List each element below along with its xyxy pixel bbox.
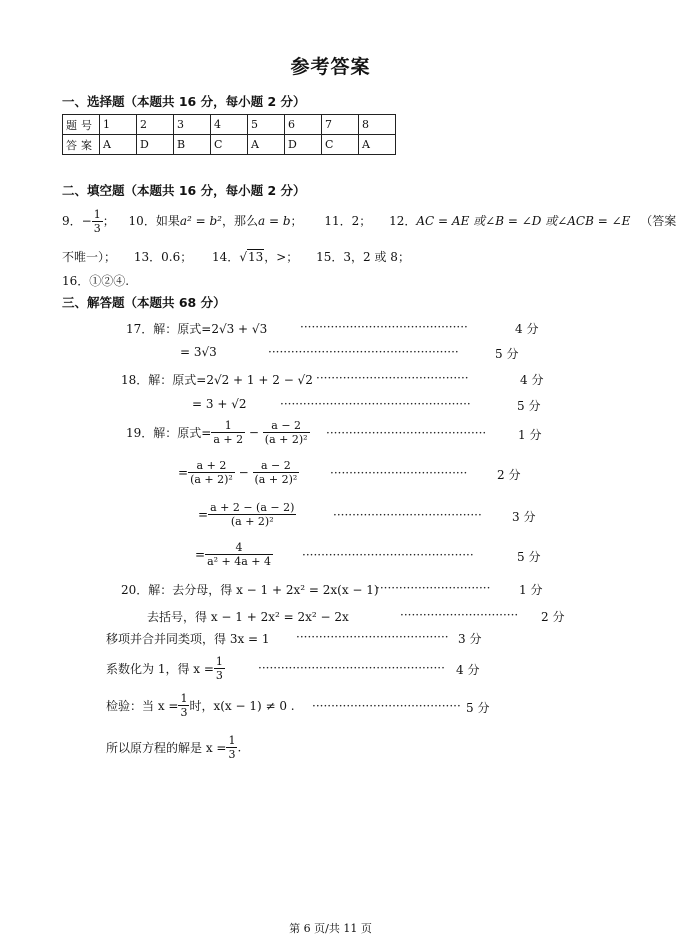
numerator: a − 2 [263,419,310,433]
table-cell: C [211,135,248,155]
q20-line-2: 去括号，得 x − 1 + 2x² = 2x² − 2x [147,610,349,624]
table-cell: 6 [285,115,322,135]
fill-line-1 [62,208,676,235]
q19-fraction-2 [263,419,310,446]
q18-score-2: 5 分 [517,399,541,413]
dot-leader: ·················································· [280,397,471,411]
q20-line-6-label: 所以原方程的解是 x = [106,741,227,755]
q20-fraction-5 [178,692,189,719]
q14-label: 14． [212,250,240,264]
q19-fraction-5 [208,501,296,528]
q20-line-6 [106,734,241,761]
table-cell: 8 [359,115,396,135]
denominator: a² + 4a + 4 [207,555,272,568]
q9-label: 9． [62,214,82,228]
table-cell: B [174,135,211,155]
table-cell: D [285,135,322,155]
fill-line-2: 不唯一）； 13．0.6； 14．√13，>； 15．3，2 或 8； [62,250,410,264]
numerator: 1 [228,734,236,747]
q20-fraction-6 [226,734,237,761]
table-row-answers [63,135,396,155]
q19-line-3: = $\frac{a + 2 - (a - 2)}{\text{(a + 2)²}}$ [198,501,295,528]
q19-score-3: 3 分 [512,510,536,524]
denominator: (a + 2)² [190,473,233,486]
q19-score-2: 2 分 [497,468,521,482]
table-cell: 4 [211,115,248,135]
q20-score-4: 4 分 [456,663,480,677]
table-cell: C [322,135,359,155]
denominator: (a + 2)² [254,473,298,486]
q20-score-5: 5 分 [466,701,490,715]
q10-expr2: a = b [257,214,291,228]
numerator: a − 2 [253,459,300,473]
q19-fraction-3 [188,459,235,486]
table-cell: 7 [322,115,359,135]
q20-score-1: 1 分 [519,583,543,597]
dot-leader: ·················································· [268,345,459,359]
q16-answer: 16．①②④. [62,274,130,288]
q19-fraction-1 [211,419,245,446]
dot-leader: ········································ [296,630,449,644]
numerator: a + 2 [188,459,235,473]
q17-score-2: 5 分 [495,347,519,361]
q15-answer: 15．3，2 或 8； [316,250,410,264]
q9-sign: − [81,214,92,228]
table-cell: 5 [248,115,285,135]
q19-label: 19．解：原式= [126,426,212,440]
q18-score-1: 4 分 [520,373,544,387]
numerator: 1 [215,655,223,668]
q10-label: 10．如果 [128,214,180,228]
dot-leader: ······································· [312,699,461,713]
dot-leader: ······························· [400,608,519,622]
denominator: 3 [215,669,223,682]
q13-answer: 13．0.6； [133,250,193,264]
table-cell: 1 [100,115,137,135]
q9-denominator: 3 [93,222,101,235]
q9-end: ； [102,214,115,228]
q20-line-5 [106,692,295,719]
table-cell: 2 [137,115,174,135]
table-cell: A [248,135,285,155]
q12-note: （答案 [640,214,676,228]
dot-leader: ········································ [316,371,469,385]
q17-line-1: 17．解：原式=2√3 + √3 [126,322,268,336]
q19-fraction-6 [205,541,273,568]
q20-line-5-label: 检验：当 x = [106,699,179,713]
table-cell: A [359,135,396,155]
dot-leader: ······································· [333,508,482,522]
q20-line-6-end: . [237,740,242,755]
numerator: 4 [205,541,273,555]
q20-score-3: 3 分 [458,632,482,646]
section-heading-choice: 一、选择题（本题共 16 分，每小题 2 分） [62,94,306,109]
q10-end: ； [290,214,303,228]
dot-leader: ············································ [300,320,468,334]
q20-score-2: 2 分 [541,610,565,624]
table-row-questions [63,115,396,135]
q9-numerator: 1 [93,208,101,221]
q20-fraction-4 [214,655,225,682]
dot-leader: ···································· [330,466,468,480]
row-label-question: 题号 [63,115,100,135]
q10-expr: a² = b² [179,214,222,228]
dot-leader: ················································· [258,661,445,675]
q19-line-4: = $\frac{4}{\text{a² + 4a + 4}}$ [195,541,272,568]
q19-fraction-4 [253,459,300,486]
denominator: (a + 2)² [230,515,274,528]
q18-line-1: 18．解：原式=2√2 + 1 + 2 − √2 [121,373,313,387]
q20-line-4 [106,655,225,682]
q19-line-2: = $\frac{a + 2}{\text{(a + 2)²}}$ − $\frac{a - 2}{\text{(a + 2)²}}$ [178,459,298,486]
q18-line-2: = 3 + √2 [192,397,247,411]
q11-answer: 11．2； [324,214,372,228]
denominator: a + 2 [213,433,244,446]
denominator: (a + 2)² [264,433,308,446]
numerator: 1 [211,419,245,433]
q12-label: 12． [389,214,417,228]
numerator: 1 [180,692,188,705]
page-footer: 第 6 页/共 11 页 [289,922,372,935]
q19-line-1: 19．解：原式= $\frac{1}{a + 2}$ − $\frac{a - 2}{\text{(a + 2)²}}$ [126,419,308,446]
q10-mid: ，那么 [221,214,258,228]
q20-line-1: 20．解：去分母，得 x − 1 + 2x² = 2x(x − 1) [121,583,379,597]
row-label-answer: 答案 [63,135,100,155]
q12-note-end: 不唯一）； [62,250,117,264]
section-heading-fill: 二、填空题（本题共 16 分，每小题 2 分） [62,183,306,198]
q19-score-4: 5 分 [517,550,541,564]
dot-leader: ············································· [302,548,474,562]
q20-line-5-rest: 时，x(x − 1) ≠ 0 . [189,699,295,713]
dot-leader: ······························ [376,581,491,595]
q20-line-3: 移项并合并同类项，得 3x = 1 [106,632,270,646]
section-heading-solve: 三、解答题（本题共 68 分） [62,295,226,310]
q14-radicand: 13 [247,250,264,264]
dot-leader: ·········································· [326,426,487,440]
q14-end: ，>； [264,250,299,264]
table-cell: D [137,135,174,155]
q9-fraction [92,208,103,235]
page-title: 参考答案 [290,56,371,78]
denominator: 3 [228,748,236,761]
numerator: a + 2 − (a − 2) [210,501,295,514]
table-cell: 3 [174,115,211,135]
q17-line-2: = 3√3 [180,345,217,359]
q20-line-4-label: 系数化为 1，得 x = [106,662,214,676]
table-cell: A [100,135,137,155]
denominator: 3 [180,706,188,719]
q19-score-1: 1 分 [518,428,542,442]
q17-score-1: 4 分 [515,322,539,336]
answer-table [62,114,396,155]
q12-expr: AC = AE 或∠B = ∠D 或∠ACB = ∠E [416,214,631,228]
